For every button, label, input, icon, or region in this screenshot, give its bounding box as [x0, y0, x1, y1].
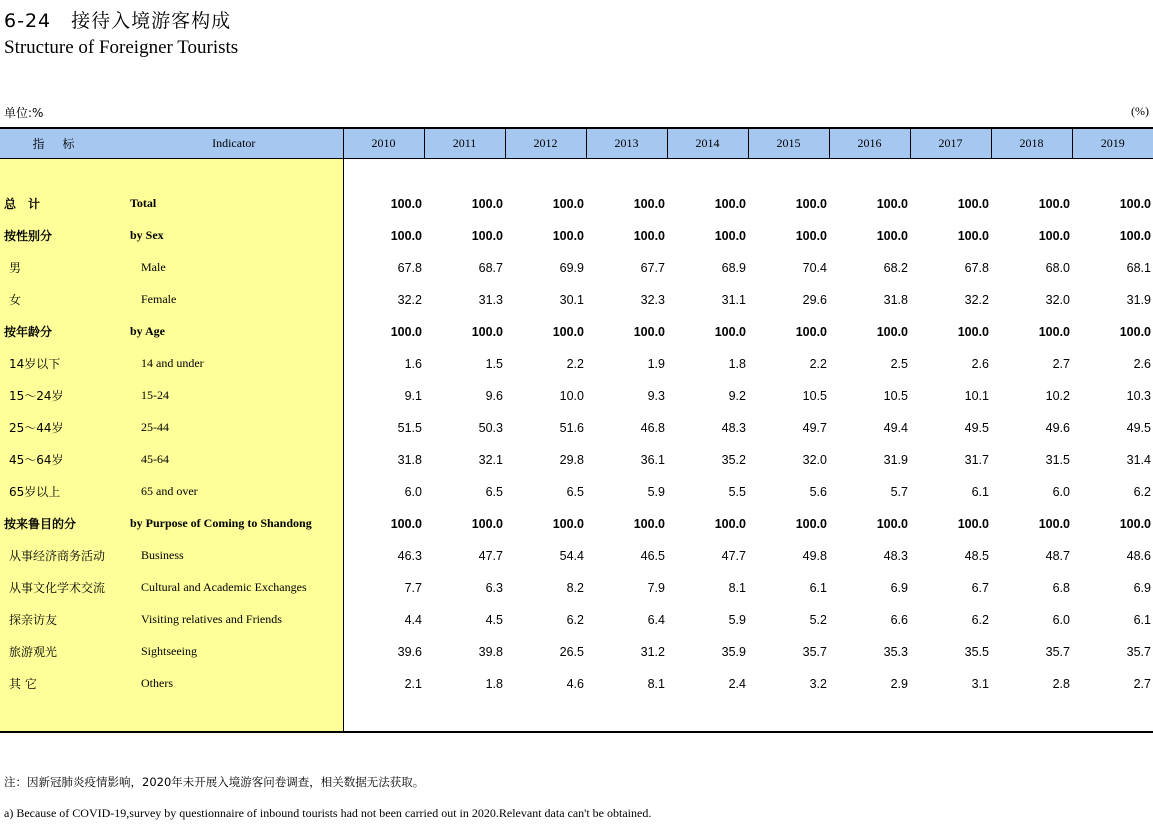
table-cell-value: 35.5 [964, 644, 989, 659]
footnote-cn: 注：因新冠肺炎疫情影响，2020年未开展入境游客问卷调查，相关数据无法获取。 [4, 775, 425, 789]
table-cell-value: 31.7 [964, 452, 989, 467]
table-cell-value: 100.0 [471, 324, 503, 339]
table-cell-value: 6.5 [485, 484, 503, 499]
table-cell-value: 6.0 [404, 484, 422, 499]
table-cell-value: 51.5 [397, 420, 422, 435]
table-cell-value: 100.0 [957, 516, 989, 531]
table-cell-value: 6.1 [809, 580, 827, 595]
table-cell-value: 47.7 [721, 548, 746, 563]
table-cell-value: 68.1 [1126, 260, 1151, 275]
table-cell-value: 4.4 [404, 612, 422, 627]
row-label-cn: 按来鲁目的分 [0, 508, 125, 540]
table-cell-value: 6.9 [1133, 580, 1151, 595]
row-label-cn: 25～44岁 [0, 412, 125, 444]
table-cell-value: 6.5 [566, 484, 584, 499]
row-label-cn: 按性别分 [0, 220, 125, 252]
page-title-cn: 6-24 接待入境游客构成 [4, 10, 232, 32]
unit-label-en: (%) [1131, 104, 1149, 118]
table-cell-value: 48.3 [883, 548, 908, 563]
table-cell-value: 5.9 [647, 484, 665, 499]
table-cell-value: 3.1 [971, 676, 989, 691]
table-cell-value: 31.4 [1126, 452, 1151, 467]
table-cell-value: 100.0 [1038, 324, 1070, 339]
table-cell-value: 6.3 [485, 580, 503, 595]
row-label-en: Female [125, 284, 343, 316]
table-cell-value: 100.0 [1038, 516, 1070, 531]
header-year: 2015 [748, 128, 829, 158]
table-cell-value: 5.5 [728, 484, 746, 499]
table-row [0, 412, 1153, 444]
table-cell-value: 49.7 [802, 420, 827, 435]
header-indicator-en: Indicator [125, 128, 343, 158]
table-row [0, 604, 1153, 636]
table-cell-value: 6.6 [890, 612, 908, 627]
table-cell-value: 31.1 [721, 292, 746, 307]
row-label-cn: 15～24岁 [0, 380, 125, 412]
page-title-en: Structure of Foreigner Tourists [4, 37, 239, 58]
table-cell-value: 100.0 [471, 516, 503, 531]
row-label-en: by Age [125, 316, 343, 348]
row-label-cn: 探亲访友 [0, 604, 125, 636]
table-cell-value: 8.1 [647, 676, 665, 691]
table-row [0, 444, 1153, 476]
table-cell-value: 35.9 [721, 644, 746, 659]
table-cell-value: 46.8 [640, 420, 665, 435]
tourist-structure-table [0, 127, 1153, 733]
table-cell-value: 1.8 [728, 356, 746, 371]
table-cell-value: 9.3 [647, 388, 665, 403]
header-year: 2012 [505, 128, 586, 158]
table-cell-value: 2.1 [404, 676, 422, 691]
table-cell-value: 5.6 [809, 484, 827, 499]
table-cell-value: 31.8 [883, 292, 908, 307]
spacer-row [0, 700, 1153, 732]
table-cell-value: 2.7 [1133, 676, 1151, 691]
table-cell-value: 100.0 [795, 516, 827, 531]
table-cell-value: 10.3 [1126, 388, 1151, 403]
row-label-en: Male [125, 252, 343, 284]
table-cell-value: 2.6 [1133, 356, 1151, 371]
table-row [0, 188, 1153, 220]
table-cell-value: 2.6 [971, 356, 989, 371]
table-cell-value: 31.5 [1045, 452, 1070, 467]
table-cell-value: 100.0 [1119, 516, 1151, 531]
table-cell-value: 68.0 [1045, 260, 1070, 275]
table-cell-value: 100.0 [471, 196, 503, 211]
data-table-container [0, 127, 1153, 733]
table-cell-value: 1.5 [485, 356, 503, 371]
table-cell-value: 2.8 [1052, 676, 1070, 691]
table-cell-value: 5.9 [728, 612, 746, 627]
table-cell-value: 48.5 [964, 548, 989, 563]
row-label-cn: 旅游观光 [0, 636, 125, 668]
table-cell-value: 6.0 [1052, 484, 1070, 499]
table-cell-value: 50.3 [478, 420, 503, 435]
table-cell-value: 100.0 [957, 196, 989, 211]
table-cell-value: 9.2 [728, 388, 746, 403]
table-cell-value: 35.7 [1126, 644, 1151, 659]
table-cell-value: 100.0 [795, 196, 827, 211]
row-label-cn: 其 它 [0, 668, 125, 700]
row-label-en: 15-24 [125, 380, 343, 412]
table-cell-value: 10.0 [559, 388, 584, 403]
table-row [0, 540, 1153, 572]
table-row [0, 284, 1153, 316]
table-cell-value: 100.0 [957, 228, 989, 243]
row-label-cn: 按年龄分 [0, 316, 125, 348]
table-cell-value: 100.0 [795, 228, 827, 243]
table-cell-value: 51.6 [559, 420, 584, 435]
table-row [0, 348, 1153, 380]
table-cell-value: 100.0 [471, 228, 503, 243]
table-cell-value: 9.1 [404, 388, 422, 403]
table-cell-value: 2.5 [890, 356, 908, 371]
row-label-en: 65 and over [125, 476, 343, 508]
table-cell-value: 68.9 [721, 260, 746, 275]
header-year: 2018 [991, 128, 1072, 158]
row-label-cn: 从事经济商务活动 [0, 540, 125, 572]
table-cell-value: 100.0 [552, 228, 584, 243]
table-cell-value: 35.7 [802, 644, 827, 659]
table-cell-value: 49.6 [1045, 420, 1070, 435]
table-cell-value: 49.4 [883, 420, 908, 435]
row-label-en: Sightseeing [125, 636, 343, 668]
table-cell-value: 100.0 [795, 324, 827, 339]
table-cell-value: 35.3 [883, 644, 908, 659]
table-cell-value: 100.0 [1119, 196, 1151, 211]
header-year: 2019 [1072, 128, 1153, 158]
table-row [0, 220, 1153, 252]
table-cell-value: 67.8 [964, 260, 989, 275]
table-cell-value: 2.4 [728, 676, 746, 691]
table-row [0, 252, 1153, 284]
table-cell-value: 5.2 [809, 612, 827, 627]
table-cell-value: 100.0 [633, 196, 665, 211]
table-cell-value: 100.0 [714, 196, 746, 211]
header-year: 2014 [667, 128, 748, 158]
table-cell-value: 100.0 [390, 324, 422, 339]
row-label-en: Business [125, 540, 343, 572]
table-cell-value: 49.5 [964, 420, 989, 435]
table-cell-value: 31.3 [478, 292, 503, 307]
table-cell-value: 8.2 [566, 580, 584, 595]
table-cell-value: 6.9 [890, 580, 908, 595]
header-year: 2010 [343, 128, 424, 158]
table-cell-value: 9.6 [485, 388, 503, 403]
table-cell-value: 69.9 [559, 260, 584, 275]
table-cell-value: 100.0 [876, 516, 908, 531]
table-cell-value: 100.0 [1038, 196, 1070, 211]
table-cell-value: 6.2 [971, 612, 989, 627]
footnote-en: a) Because of COVID-19,survey by questionnaire of inbound tourists had not been carried out in 2020.Relevant data can't be obtained. [4, 806, 652, 820]
table-cell-value: 4.6 [566, 676, 584, 691]
table-cell-value: 10.1 [964, 388, 989, 403]
table-cell-value: 1.6 [404, 356, 422, 371]
table-cell-value: 100.0 [1119, 228, 1151, 243]
table-cell-value: 10.5 [802, 388, 827, 403]
table-cell-value: 6.0 [1052, 612, 1070, 627]
table-cell-value: 6.1 [1133, 612, 1151, 627]
table-cell-value: 48.7 [1045, 548, 1070, 563]
table-cell-value: 2.2 [809, 356, 827, 371]
row-label-en: by Purpose of Coming to Shandong [125, 508, 343, 540]
table-cell-value: 7.9 [647, 580, 665, 595]
table-cell-value: 10.2 [1045, 388, 1070, 403]
header-year: 2017 [910, 128, 991, 158]
table-cell-value: 3.2 [809, 676, 827, 691]
table-cell-value: 6.7 [971, 580, 989, 595]
row-label-cn: 45～64岁 [0, 444, 125, 476]
table-cell-value: 8.1 [728, 580, 746, 595]
table-cell-value: 31.8 [397, 452, 422, 467]
table-cell-value: 67.7 [640, 260, 665, 275]
table-cell-value: 68.2 [883, 260, 908, 275]
table-cell-value: 100.0 [552, 516, 584, 531]
table-cell-value: 48.3 [721, 420, 746, 435]
table-cell-value: 100.0 [390, 516, 422, 531]
row-label-cn: 女 [0, 284, 125, 316]
table-row [0, 316, 1153, 348]
table-row [0, 668, 1153, 700]
table-cell-value: 2.7 [1052, 356, 1070, 371]
table-cell-value: 100.0 [876, 324, 908, 339]
table-cell-value: 30.1 [559, 292, 584, 307]
table-cell-value: 49.5 [1126, 420, 1151, 435]
table-cell-value: 100.0 [552, 324, 584, 339]
table-cell-value: 1.9 [647, 356, 665, 371]
unit-label: 单位:% [4, 106, 44, 120]
row-label-en: Cultural and Academic Exchanges [125, 572, 343, 604]
table-cell-value: 10.5 [883, 388, 908, 403]
row-label-en: 45-64 [125, 444, 343, 476]
table-cell-value: 29.6 [802, 292, 827, 307]
table-cell-value: 36.1 [640, 452, 665, 467]
table-cell-value: 32.0 [802, 452, 827, 467]
table-cell-value: 32.0 [1045, 292, 1070, 307]
table-cell-value: 47.7 [478, 548, 503, 563]
table-cell-value: 2.2 [566, 356, 584, 371]
table-cell-value: 67.8 [397, 260, 422, 275]
table-cell-value: 4.5 [485, 612, 503, 627]
table-cell-value: 100.0 [714, 516, 746, 531]
row-label-cn: 从事文化学术交流 [0, 572, 125, 604]
table-cell-value: 46.5 [640, 548, 665, 563]
table-cell-value: 100.0 [552, 196, 584, 211]
table-cell-value: 6.8 [1052, 580, 1070, 595]
table-cell-value: 35.2 [721, 452, 746, 467]
table-cell-value: 32.3 [640, 292, 665, 307]
table-cell-value: 5.7 [890, 484, 908, 499]
header-year: 2016 [829, 128, 910, 158]
table-cell-value: 7.7 [404, 580, 422, 595]
table-cell-value: 39.8 [478, 644, 503, 659]
row-label-en: Others [125, 668, 343, 700]
table-cell-value: 29.8 [559, 452, 584, 467]
table-cell-value: 49.8 [802, 548, 827, 563]
table-cell-value: 6.4 [647, 612, 665, 627]
table-cell-value: 100.0 [390, 228, 422, 243]
table-cell-value: 100.0 [876, 228, 908, 243]
table-row [0, 380, 1153, 412]
row-label-en: 14 and under [125, 348, 343, 380]
table-cell-value: 32.2 [964, 292, 989, 307]
table-cell-value: 35.7 [1045, 644, 1070, 659]
row-label-en: Visiting relatives and Friends [125, 604, 343, 636]
table-cell-value: 100.0 [957, 324, 989, 339]
table-body [0, 158, 1153, 732]
row-label-cn: 65岁以上 [0, 476, 125, 508]
header-row [0, 128, 1153, 158]
table-cell-value: 100.0 [633, 516, 665, 531]
table-cell-value: 100.0 [714, 324, 746, 339]
row-label-cn: 14岁以下 [0, 348, 125, 380]
table-cell-value: 100.0 [1119, 324, 1151, 339]
table-cell-value: 100.0 [876, 196, 908, 211]
table-cell-value: 54.4 [559, 548, 584, 563]
table-row [0, 636, 1153, 668]
table-cell-value: 32.1 [478, 452, 503, 467]
table-cell-value: 31.2 [640, 644, 665, 659]
table-cell-value: 2.9 [890, 676, 908, 691]
table-cell-value: 70.4 [802, 260, 827, 275]
row-label-en: by Sex [125, 220, 343, 252]
table-cell-value: 31.9 [1126, 292, 1151, 307]
table-cell-value: 6.2 [1133, 484, 1151, 499]
row-label-cn: 总 计 [0, 188, 125, 220]
table-cell-value: 100.0 [714, 228, 746, 243]
table-cell-value: 1.8 [485, 676, 503, 691]
table-cell-value: 100.0 [633, 324, 665, 339]
spacer-row [0, 158, 1153, 188]
table-cell-value: 100.0 [390, 196, 422, 211]
header-year: 2011 [424, 128, 505, 158]
table-cell-value: 68.7 [478, 260, 503, 275]
table-cell-value: 6.2 [566, 612, 584, 627]
header-year: 2013 [586, 128, 667, 158]
table-cell-value: 31.9 [883, 452, 908, 467]
table-cell-value: 100.0 [1038, 228, 1070, 243]
row-label-en: Total [125, 188, 343, 220]
table-cell-value: 46.3 [397, 548, 422, 563]
table-cell-value: 6.1 [971, 484, 989, 499]
table-row [0, 508, 1153, 540]
table-cell-value: 100.0 [633, 228, 665, 243]
table-cell-value: 26.5 [559, 644, 584, 659]
row-label-cn: 男 [0, 252, 125, 284]
table-row [0, 572, 1153, 604]
table-cell-value: 32.2 [397, 292, 422, 307]
table-row [0, 476, 1153, 508]
table-cell-value: 48.6 [1126, 548, 1151, 563]
header-indicator-cn: 指标 [0, 128, 125, 158]
row-label-en: 25-44 [125, 412, 343, 444]
table-cell-value: 39.6 [397, 644, 422, 659]
